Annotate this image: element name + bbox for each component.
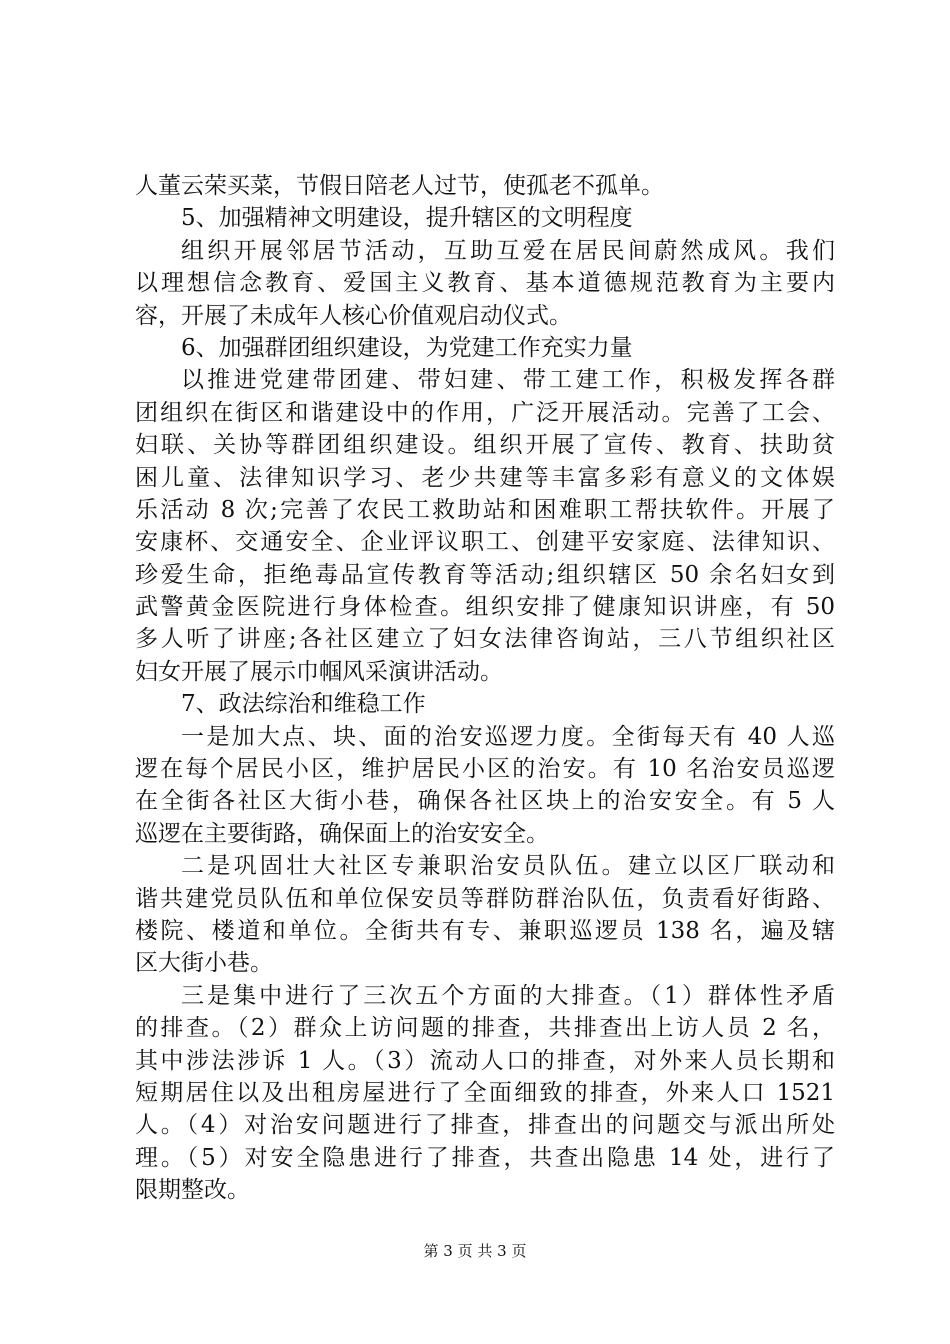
paragraph-line: 理。（5）对安全隐患进行了排查，共查出隐患 14 处，进行了	[135, 1144, 835, 1171]
paragraph-line: 谐共建党员队伍和单位保安员等群防群治队伍，负责看好街路、	[135, 885, 835, 912]
paragraph-line: 团组织在街区和谐建设中的作用，广泛开展活动。完善了工会、	[135, 399, 835, 426]
section-heading-6: 6、加强群团组织建设，为党建工作充实力量	[181, 334, 633, 361]
text-line: 人董云荣买菜，节假日陪老人过节，使孤老不孤单。	[135, 173, 664, 199]
paragraph-line: 短期居住以及出租房屋进行了全面细致的排查，外来人口 1521	[135, 1079, 835, 1106]
section-heading-7: 7、政法综治和维稳工作	[181, 691, 426, 718]
paragraph-line: 巡逻在主要街路，确保面上的治安安全。	[135, 820, 549, 847]
paragraph-line: 乐活动 8 次;完善了农民工救助站和困难职工帮扶软件。开展了	[135, 496, 835, 523]
paragraph-line: 以推进党建带团建、带妇建、带工建工作，积极发挥各群	[181, 367, 835, 394]
paragraph-line: 其中涉法涉诉 1 人。（3）流动人口的排查，对外来人员长期和	[135, 1047, 835, 1074]
paragraph-line: 楼院、楼道和单位。全街共有专、兼职巡逻员 138 名，遍及辖	[135, 917, 835, 944]
paragraph-line: 多人听了讲座;各社区建立了妇女法律咨询站，三八节组织社区	[135, 626, 835, 653]
paragraph-line: 珍爱生命，拒绝毒品宣传教育等活动;组织辖区 50 余名妇女到	[135, 561, 835, 588]
paragraph-line: 二是巩固壮大社区专兼职治安员队伍。建立以区厂联动和	[181, 853, 835, 880]
section-heading-5: 5、加强精神文明建设，提升辖区的文明程度	[181, 205, 633, 232]
paragraph-line: 在全街各社区大街小巷，确保各社区块上的治安安全。有 5 人	[135, 788, 835, 815]
page-number-footer: 第 3 页 共 3 页	[423, 1242, 527, 1260]
paragraph-line: 妇女开展了展示巾帼风采演讲活动。	[135, 658, 503, 685]
paragraph-line: 逻在每个居民小区，维护居民小区的治安。有 10 名治安员巡逻	[135, 756, 835, 783]
document-body	[135, 170, 835, 1207]
paragraph-line: 区大街小巷。	[135, 950, 273, 977]
paragraph-line: 一是加大点、块、面的治安巡逻力度。全街每天有 40 人巡	[181, 723, 835, 750]
paragraph-line: 武警黄金医院进行身体检查。组织安排了健康知识讲座，有 50	[135, 594, 835, 621]
paragraph-line: 人。（4）对治安问题进行了排查，排查出的问题交与派出所处	[135, 1112, 835, 1139]
paragraph-line: 安康杯、交通安全、企业评议职工、创建平安家庭、法律知识、	[135, 529, 835, 556]
paragraph-line: 妇联、关协等群团组织建设。组织开展了宣传、教育、扶助贫	[135, 432, 835, 459]
paragraph-line: 三是集中进行了三次五个方面的大排查。（1）群体性矛盾	[181, 982, 835, 1009]
paragraph-line: 以理想信念教育、爱国主义教育、基本道德规范教育为主要内	[135, 270, 835, 297]
paragraph-line: 困儿童、法律知识学习、老少共建等丰富多彩有意义的文体娱	[135, 464, 835, 491]
paragraph-line: 的排查。（2）群众上访问题的排查，共排查出上访人员 2 名，	[135, 1015, 835, 1042]
paragraph-line: 容，开展了未成年人核心价值观启动仪式。	[135, 302, 572, 329]
paragraph-line: 限期整改。	[135, 1177, 250, 1204]
paragraph-line: 组织开展邻居节活动，互助互爱在居民间蔚然成风。我们	[181, 237, 835, 264]
